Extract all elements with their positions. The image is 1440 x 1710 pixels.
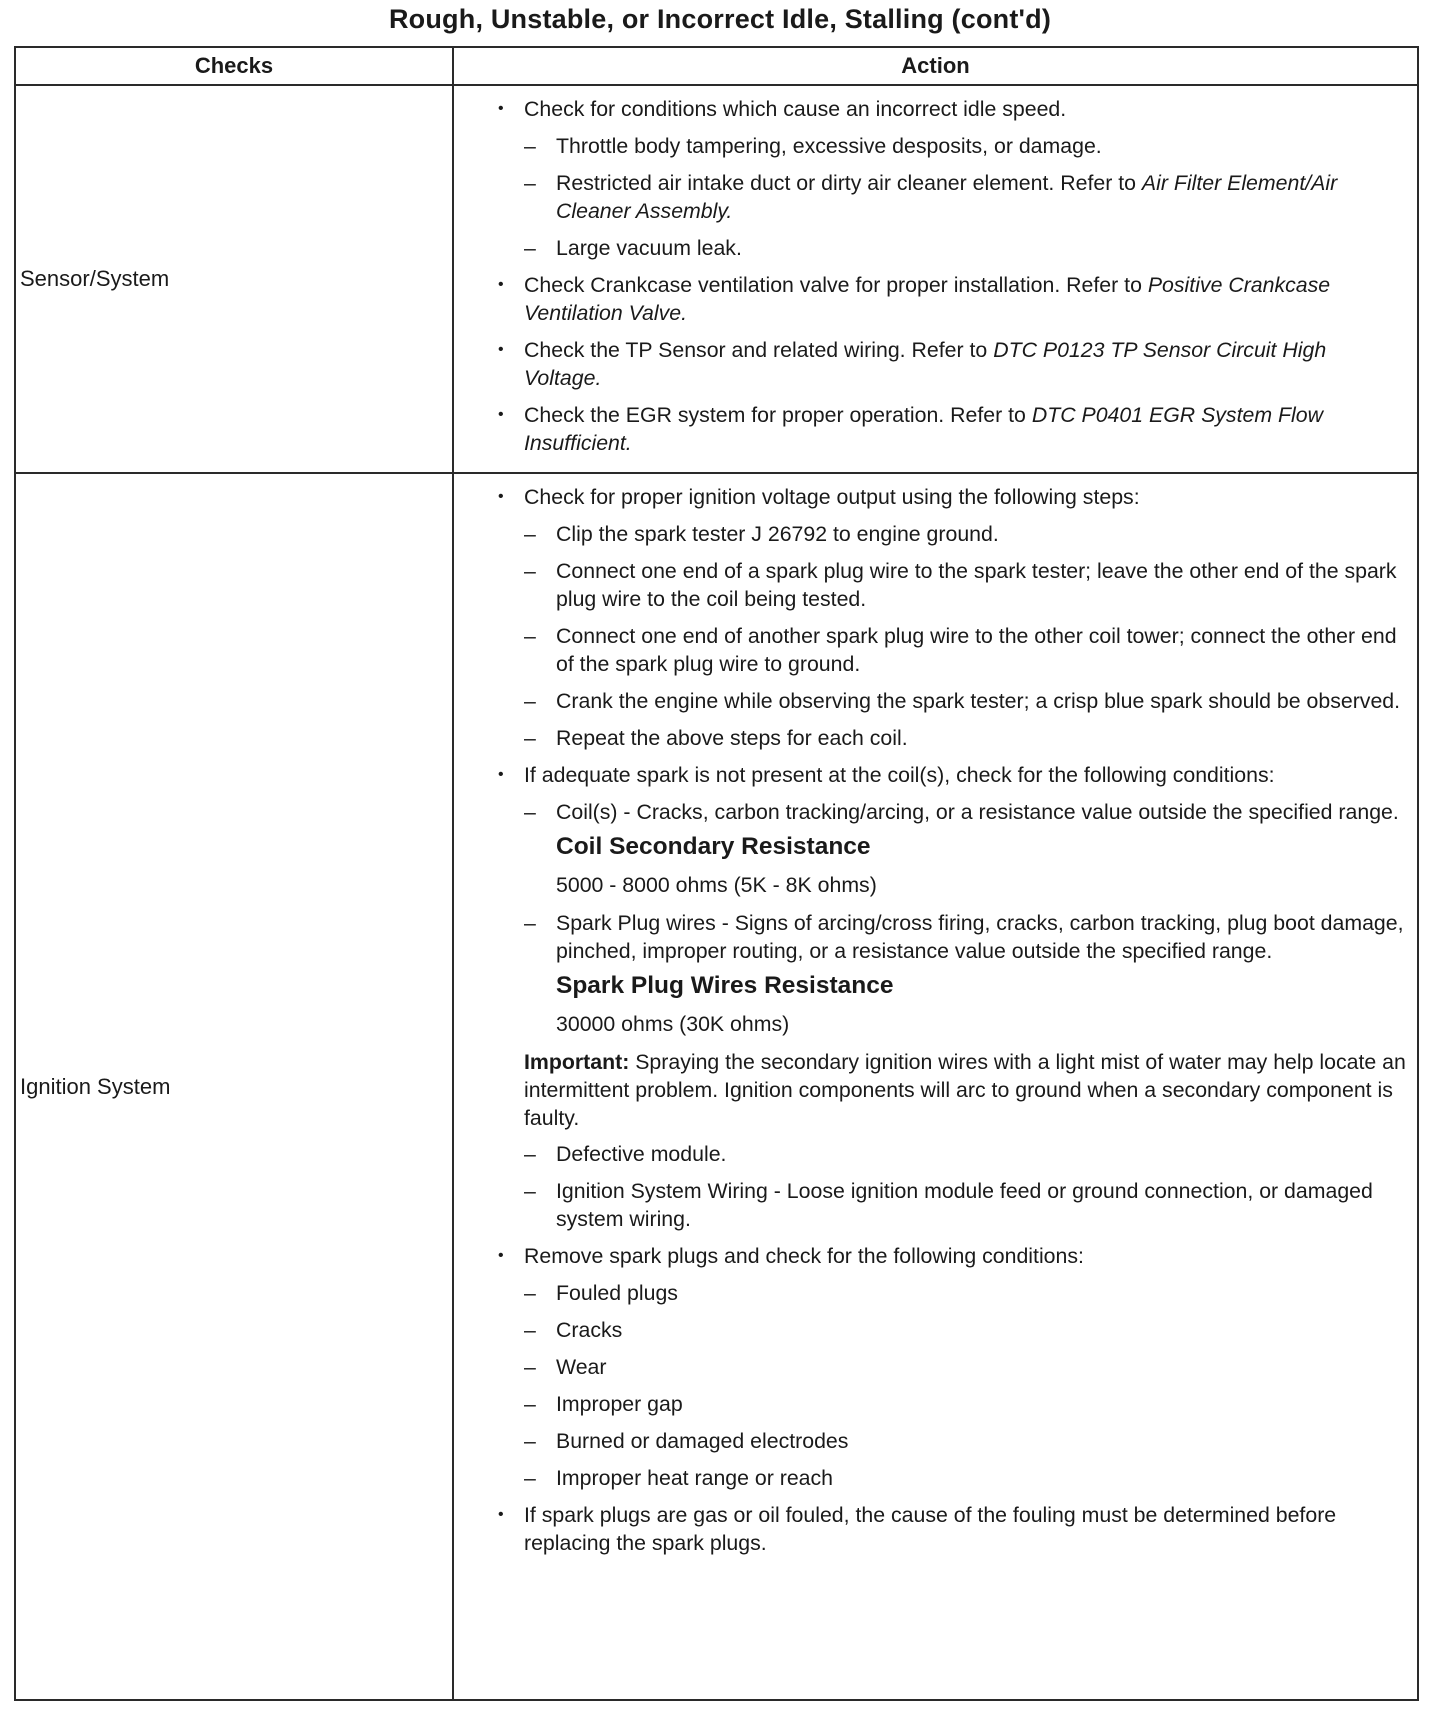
list-item: – Repeat the above steps for each coil.: [492, 724, 1407, 752]
list-item: • Check for conditions which cause an incorrect idle speed.: [492, 95, 1407, 123]
diagnostic-table: [14, 46, 1419, 1701]
reference-link: Air Filter Element/Air Cleaner Assembly.: [556, 171, 1338, 223]
list-item: – Crank the engine while observing the spark tester; a crisp blue spark should be observed.: [492, 687, 1407, 715]
spec-value: 30000 ohms (30K ohms): [556, 1012, 790, 1036]
list-item: – Defective module.: [492, 1140, 1407, 1168]
list-item: • Remove spark plugs and check for the following conditions:: [492, 1242, 1407, 1270]
list-item: – Cracks: [492, 1316, 1407, 1344]
spec-title: Coil Secondary Resistance: [556, 833, 871, 860]
list-item: • If adequate spark is not present at the coil(s), check for the following conditions:: [492, 761, 1407, 789]
page-title: Rough, Unstable, or Incorrect Idle, Stalling (cont'd): [388, 4, 1052, 34]
action-column-header: Action: [453, 47, 1418, 85]
ignition-system-check: Ignition System: [15, 473, 453, 1700]
checks-column-header: Checks: [15, 47, 453, 85]
list-item: – Burned or damaged electrodes: [492, 1427, 1407, 1455]
table-header-row: [15, 47, 1418, 85]
list-item: • If spark plugs are gas or oil fouled, the cause of the fouling must be determined before replacing the spark plugs.: [492, 1501, 1407, 1557]
list-item: • Check the EGR system for proper operation. Refer to DTC P0401 EGR System Flow Insufficient.: [492, 401, 1407, 457]
sensor-system-check: Sensor/System: [15, 85, 453, 473]
list-item: – Spark Plug wires - Signs of arcing/cross firing, cracks, carbon tracking, plug boot damage, pinched, improper routing, or a resistance value outside the specified range.: [492, 909, 1407, 965]
list-item: – Clip the spark tester J 26792 to engine ground.: [492, 520, 1407, 548]
list-item: – Ignition System Wiring - Loose ignition module feed or ground connection, or damaged system wiring.: [492, 1177, 1407, 1233]
important-note: Important: Spraying the secondary ignition wires with a light mist of water may help locate an intermittent problem. Ignition components will arc to ground when a secondary component is faulty.: [524, 1050, 1406, 1130]
list-item: – Fouled plugs: [492, 1279, 1407, 1307]
list-item: – Throttle body tampering, excessive desposits, or damage.: [492, 132, 1407, 160]
spec-title: Spark Plug Wires Resistance: [556, 972, 894, 999]
list-item: • Check Crankcase ventilation valve for proper installation. Refer to Positive Crankcase Ventilation Valve.: [492, 271, 1407, 327]
spec-value: 5000 - 8000 ohms (5K - 8K ohms): [556, 873, 877, 897]
reference-link: DTC P0123 TP Sensor Circuit High Voltage.: [524, 338, 1327, 390]
list-item: – Wear: [492, 1353, 1407, 1381]
reference-link: DTC P0401 EGR System Flow Insufficient.: [524, 403, 1323, 455]
list-item: – Connect one end of a spark plug wire to the spark tester; leave the other end of the spark plug wire to the coil being tested.: [492, 557, 1407, 613]
list-item: – Improper heat range or reach: [492, 1464, 1407, 1492]
list-item: • Check the TP Sensor and related wiring. Refer to DTC P0123 TP Sensor Circuit High Voltage.: [492, 336, 1407, 392]
list-item: – Improper gap: [492, 1390, 1407, 1418]
list-item: – Connect one end of another spark plug wire to the other coil tower; connect the other end of the spark plug wire to ground.: [492, 622, 1407, 678]
ignition-system-actions: [453, 473, 1418, 1700]
sensor-system-actions: [453, 85, 1418, 473]
ignition-system-row: [15, 473, 1418, 1700]
list-item: • Check for proper ignition voltage output using the following steps:: [492, 483, 1407, 511]
list-item: – Restricted air intake duct or dirty air cleaner element. Refer to Air Filter Element/Air Cleaner Assembly.: [492, 169, 1407, 225]
list-item: – Large vacuum leak.: [492, 234, 1407, 262]
list-item: – Coil(s) - Cracks, carbon tracking/arcing, or a resistance value outside the specified range.: [492, 798, 1407, 826]
sensor-system-row: [15, 85, 1418, 473]
reference-link: Positive Crankcase Ventilation Valve.: [524, 273, 1331, 325]
